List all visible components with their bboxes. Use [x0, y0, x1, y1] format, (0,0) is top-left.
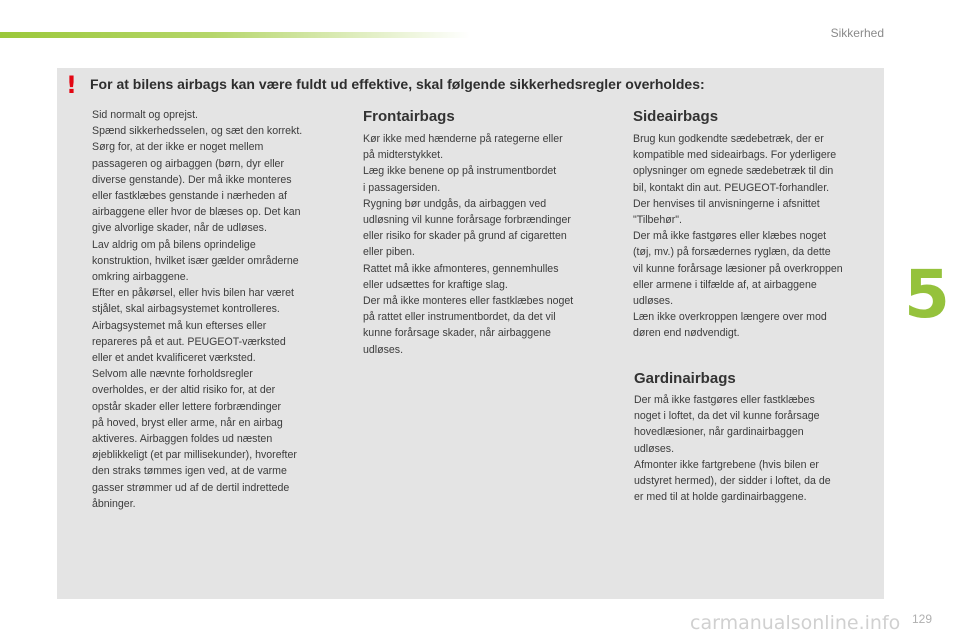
text-line: Læg ikke benene op på instrumentbordet	[363, 165, 557, 178]
text-line: Afmonter ikke fartgrebene (hvis bilen er	[634, 458, 819, 471]
text-line: den straks tømmes igen ved, at de varme	[92, 465, 287, 478]
text-line: er med til at holde gardinairbaggene.	[634, 491, 807, 504]
text-line: Rygning bør undgås, da airbaggen ved	[363, 197, 547, 210]
text-line: på hoved, bryst eller arme, når en airbag	[92, 416, 283, 429]
text-line: repareres på et aut. PEUGEOT-værksted	[92, 335, 286, 348]
text-line: Der henvises til anvisningerne i afsnittet	[633, 197, 820, 210]
text-line: åbninger.	[92, 497, 136, 510]
text-line: Der må ikke fastgøres eller fastklæbes	[634, 394, 815, 406]
text-line: Læn ikke overkroppen længere over mod	[633, 311, 827, 324]
text-line: på rattet eller instrumentbordet, da det vil	[363, 311, 556, 324]
text-line: Efter en påkørsel, eller hvis bilen har været	[92, 287, 294, 300]
page-number: 129	[912, 612, 933, 626]
chapter-number: 5	[904, 256, 950, 333]
sideairbags-heading: Sideairbags	[633, 108, 719, 125]
section-title: Sikkerhed	[830, 26, 884, 40]
text-line: aktiveres. Airbaggen foldes ud næsten	[92, 433, 273, 446]
text-line: Spænd sikkerhedsselen, og sæt den korrekt.	[92, 125, 303, 138]
frontairbags-text	[363, 131, 619, 358]
text-line: Selvom alle nævnte forholdsregler	[92, 368, 253, 381]
text-line: vil kunne forårsage læsioner på overkroppen	[633, 262, 843, 275]
text-line: Der må ikke monteres eller fastklæbes noget	[363, 295, 574, 308]
text-line: bil, kontakt din aut. PEUGEOT-forhandler.	[633, 181, 830, 194]
text-line: diverse genstande). Der må ikke monteres	[92, 173, 292, 186]
text-line: omkring airbaggene.	[92, 271, 189, 284]
text-line: Brug kun godkendte sædebetræk, der er	[633, 133, 824, 145]
text-line: kompatible med sideairbags. For yderligere	[633, 149, 837, 162]
text-line: eller risiko for skader på grund af cigaretten	[363, 230, 567, 243]
text-line: give alvorlige skader, når de udløses.	[92, 222, 267, 235]
text-line: øjeblikkeligt (et par millisekunder), hvorefter	[92, 449, 297, 462]
text-line: kunne forårsage skader, når airbaggene	[363, 327, 551, 340]
exclamation-warning-icon: !	[66, 71, 77, 99]
text-line: Rattet må ikke afmonteres, gennemhulles	[363, 262, 559, 275]
warning-heading: For at bilens airbags kan være fuldt ud effektive, skal følgende sikkerhedsregler overholdes:	[90, 76, 705, 92]
frontairbags-heading: Frontairbags	[363, 108, 455, 125]
text-line: eller fastklæbes genstande i nærheden af	[92, 190, 287, 203]
text-line: på midterstykket.	[363, 149, 444, 162]
text-line: udløses.	[634, 442, 675, 455]
text-line: Sid normalt og oprejst.	[92, 109, 198, 121]
sideairbags-text	[633, 131, 883, 342]
watermark: carmanualsonline.info	[690, 612, 901, 634]
text-line: passageren og airbaggen (børn, dyr eller	[92, 157, 284, 170]
text-line: eller udsættes for kraftige slag.	[363, 278, 508, 291]
text-line: gasser strømmer ud af de dertil indrettede	[92, 481, 290, 494]
text-line: oplysninger om egnede sædebetræk til din	[633, 165, 834, 178]
text-line: airbaggene eller hvor de blæses op. Det kan	[92, 206, 301, 219]
text-line: stjålet, skal airbagsystemet kontrolleres.	[92, 303, 280, 316]
text-line: udløses.	[633, 295, 674, 308]
text-line: Kør ikke med hænderne på rategerne eller	[363, 133, 563, 145]
text-line: i passagersiden.	[363, 181, 441, 194]
text-line: Lav aldrig om på bilens oprindelige	[92, 238, 256, 251]
text-line: (tøj, mv.) på forsædernes ryglæn, da dette	[633, 246, 831, 259]
text-line: eller et andet kvalificeret værksted.	[92, 352, 256, 365]
text-line: eller armene i tilfælde af, at airbaggene	[633, 278, 817, 291]
text-line: udløsning vil kunne forårsage forbrændinger	[363, 214, 571, 227]
header-accent-bar	[0, 32, 470, 38]
text-line: Airbagsystemet må kun efterses eller	[92, 319, 267, 332]
text-line: Sørg for, at der ikke er noget mellem	[92, 141, 264, 154]
text-line: udstyret hermed), der sidder i loftet, da de	[634, 475, 831, 488]
text-line: opstår skader eller lettere forbrændinger	[92, 400, 282, 413]
text-line: konstruktion, hvilket især gælder områderne	[92, 254, 299, 267]
text-line: noget i loftet, da det vil kunne forårsage	[634, 410, 820, 423]
text-line: overholdes, er der altid risiko for, at der	[92, 384, 276, 397]
gardinairbags-heading: Gardinairbags	[634, 370, 736, 387]
gardinairbags-text	[634, 392, 874, 505]
text-line: eller piben.	[363, 246, 415, 259]
text-line: Der må ikke fastgøres eller klæbes noget	[633, 230, 827, 243]
text-line: udløses.	[363, 343, 404, 356]
text-line: hovedlæsioner, når gardinairbaggen	[634, 426, 804, 439]
text-line: døren end nødvendigt.	[633, 327, 740, 340]
general-rules-text	[92, 107, 344, 512]
text-line: "Tilbehør".	[633, 214, 682, 227]
